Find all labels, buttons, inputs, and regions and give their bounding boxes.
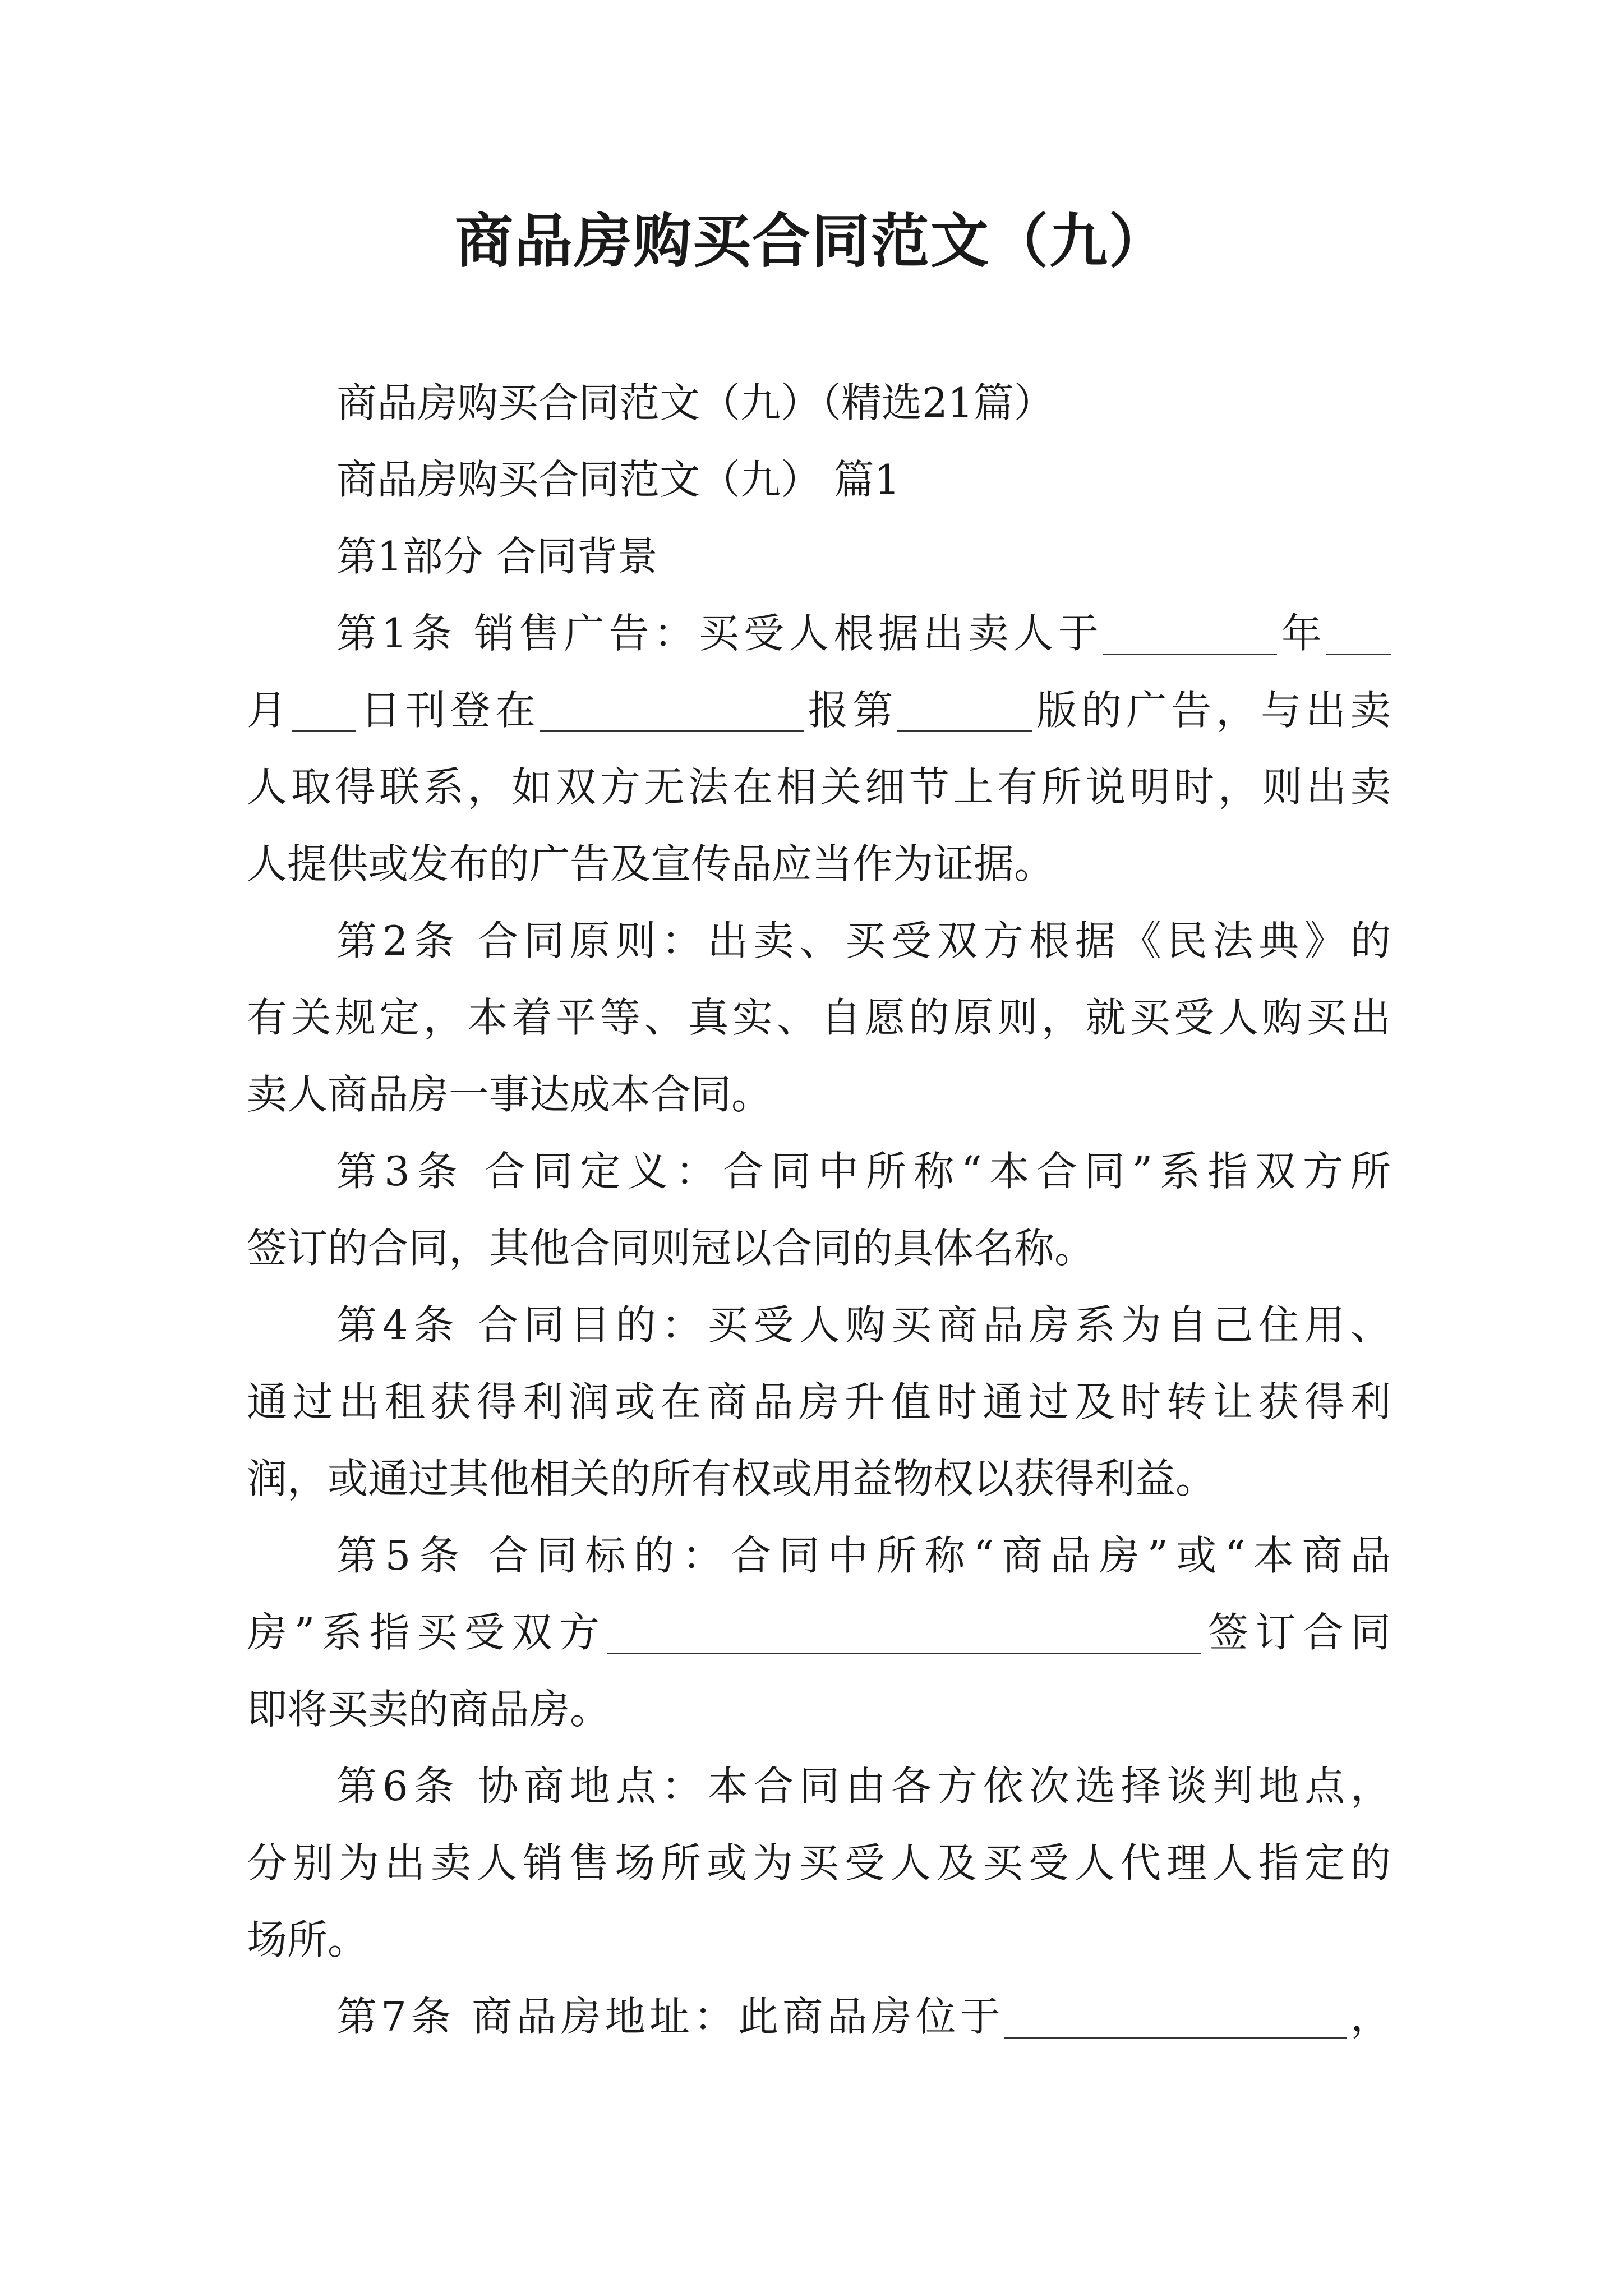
article-1-text-a: 第1条 销售广告：买受人根据出卖人于 [336,610,1103,657]
address-blank [1004,1992,1347,2039]
article-2-line-2: 有关规定，本着平等、真实、自愿的原则，就买受人购买出 [247,994,1391,1041]
year-blank [1103,609,1277,655]
article-3-line-2: 签订的合同，其他合同则冠以合同的具体名称。 [247,1225,1095,1272]
article-1-text-d: 日刊登在 [356,687,540,734]
intro-line: 商品房购买合同范文（九）（精选21篇） [336,379,1054,426]
parties-blank [607,1608,1201,1654]
article-4-line-2: 通过出租获得利润或在商品房升值时通过及时转让获得利 [247,1378,1391,1425]
article-5-text-a: 房”系指买受双方 [247,1609,607,1656]
subtitle-line: 商品房购买合同范文（九） 篇1 [336,456,900,503]
article-1-text-b: 年 [1276,610,1326,657]
article-2-line-1: 第2条 合同原则：出卖、买受双方根据《民法典》的 [336,917,1391,964]
day-blank [292,685,356,732]
document-body [247,365,1391,2055]
article-4-line-1: 第4条 合同目的：买受人购买商品房系为自己住用、 [336,1301,1391,1349]
article-6-line-3: 场所。 [247,1916,368,1963]
article-1-line-4: 人提供或发布的广告及宣传品应当作为证据。 [247,840,1055,887]
article-4-line-3: 润，或通过其他相关的所有权或用益物权以获得利益。 [247,1455,1216,1502]
document-title: 商品房购买合同范文（九） [454,206,1168,275]
article-7-text-b: ， [1346,1993,1391,2040]
article-2-line-3: 卖人商品房一事达成本合同。 [247,1071,772,1118]
part-heading: 第1部分 合同背景 [336,533,658,580]
article-6-line-1: 第6条 协商地点：本合同由各方依次选择谈判地点， [336,1763,1391,1810]
article-7-text-a: 第7条 商品房地址：此商品房位于 [336,1993,1004,2040]
article-5-line-3: 即将买卖的商品房。 [247,1686,611,1733]
article-6-line-2: 分别为出卖人销售场所或为买受人及买受人代理人指定的 [247,1839,1391,1887]
article-5-line-2 [247,1594,1391,1671]
article-1-text-f: 版的广告，与出卖 [1032,687,1391,734]
article-1-line-1 [247,595,1391,672]
article-5-line-1: 第5条 合同标的：合同中所称“商品房”或“本商品 [336,1532,1391,1579]
article-5-text-b: 签订合同 [1201,1609,1391,1656]
article-1-text-e: 报第 [803,687,898,734]
article-3-line-1: 第3条 合同定义：合同中所称“本合同”系指双方所 [336,1148,1391,1195]
month-blank-start [1326,609,1391,655]
edition-blank [897,685,1032,732]
article-7-line-1 [247,1978,1391,2055]
article-1-line-2 [247,672,1391,749]
article-1-text-c: 月 [247,687,292,734]
article-1-line-3: 人取得联系，如双方无法在相关细节上有所说明时，则出卖 [247,763,1391,811]
newspaper-blank [540,685,804,732]
